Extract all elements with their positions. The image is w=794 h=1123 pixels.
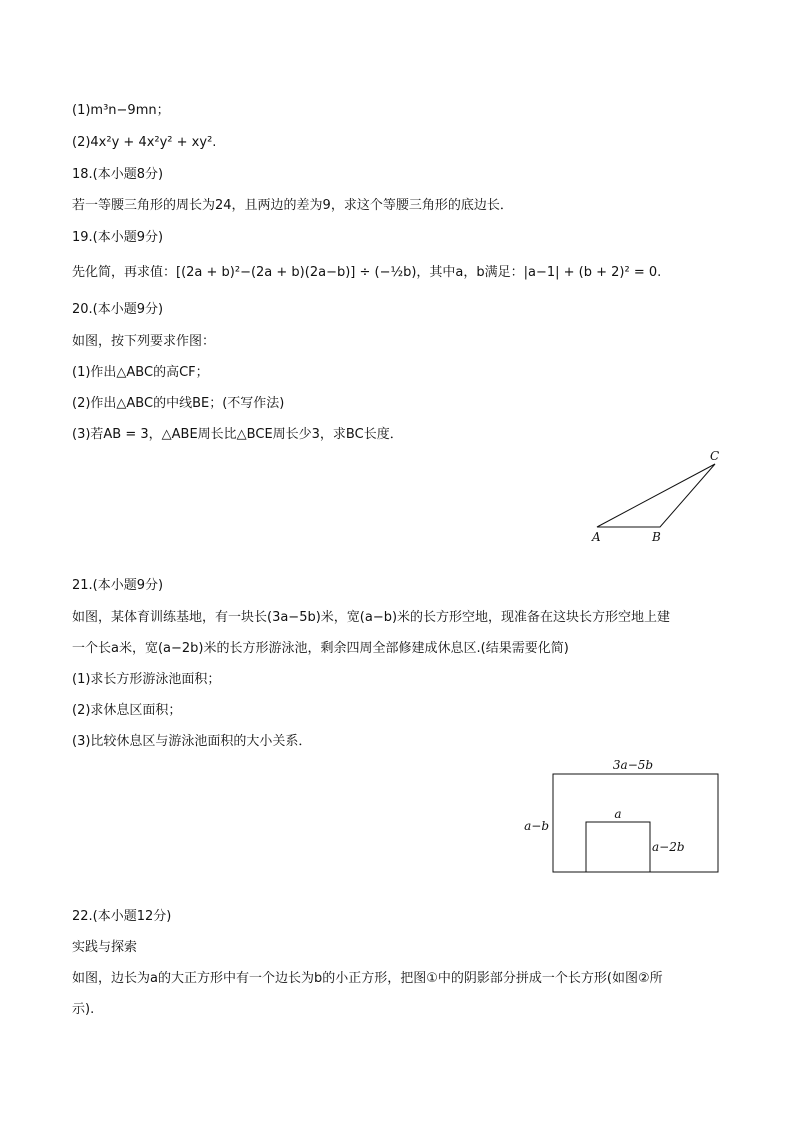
inner-rectangle: [586, 822, 650, 872]
q20-part3: (3)若AB = 3，△ABE周长比△BCE周长少3，求BC长度．: [72, 427, 403, 442]
q19-heading: 19.(本小题9分): [72, 230, 164, 245]
vertex-label-b: B: [652, 530, 661, 544]
q20-part2: (2)作出△ABC的中线BE；(不写作法): [72, 396, 285, 411]
q20-heading: 20.(本小题9分): [72, 302, 164, 317]
q21-part3: (3)比较休息区与游泳池面积的大小关系．: [72, 734, 312, 749]
outer-width-label: 3a−5b: [612, 758, 654, 772]
inner-height-label: a−2b: [652, 840, 685, 854]
q20-intro: 如图，按下列要求作图：: [72, 334, 216, 349]
q17-part1: (1)m³n−9mn；: [72, 103, 170, 118]
q21-body-line2: 一个长a米，宽(a−2b)米的长方形游泳池，剩余四周全部修建成休息区.(结果需要化简): [72, 641, 569, 656]
q22-heading: 22.(本小题12分): [72, 909, 172, 924]
q20-part1: (1)作出△ABC的高CF；: [72, 365, 209, 380]
q21-heading: 21.(本小题9分): [72, 578, 164, 593]
q22-subtitle: 实践与探索: [72, 940, 138, 955]
outer-rectangle: [553, 774, 718, 872]
q21-part1: (1)求长方形游泳池面积；: [72, 672, 221, 687]
q22-body-line1: 如图，边长为a的大正方形中有一个边长为b的小正方形，把图①中的阴影部分拼成一个长方形(如图②所: [72, 971, 663, 986]
triangle-abc: [597, 464, 715, 527]
q19-body: 先化简，再求值：[(2a + b)²−(2a + b)(2a−b)] ÷ (−½b)，其中a，b满足：|a−1| + (b + 2)² = 0.: [72, 265, 662, 280]
inner-width-label: a: [614, 807, 622, 821]
q21-body-line1: 如图，某体育训练基地，有一块长(3a−5b)米，宽(a−b)米的长方形空地，现准备在这块长方形空地上建: [72, 610, 671, 625]
q22-body-line2: 示).: [72, 1002, 95, 1017]
q18-body: 若一等腰三角形的周长为24，且两边的差为9，求这个等腰三角形的底边长．: [72, 198, 513, 213]
triangle-figure: [585, 446, 725, 546]
vertex-label-a: A: [592, 530, 601, 544]
rectangle-figure: [515, 755, 730, 880]
q18-heading: 18.(本小题8分): [72, 167, 164, 182]
q17-part2: (2)4x²y + 4x²y² + xy².: [72, 135, 217, 150]
outer-height-label: a−b: [524, 819, 549, 833]
q21-part2: (2)求休息区面积；: [72, 703, 182, 718]
vertex-label-c: C: [710, 449, 720, 463]
